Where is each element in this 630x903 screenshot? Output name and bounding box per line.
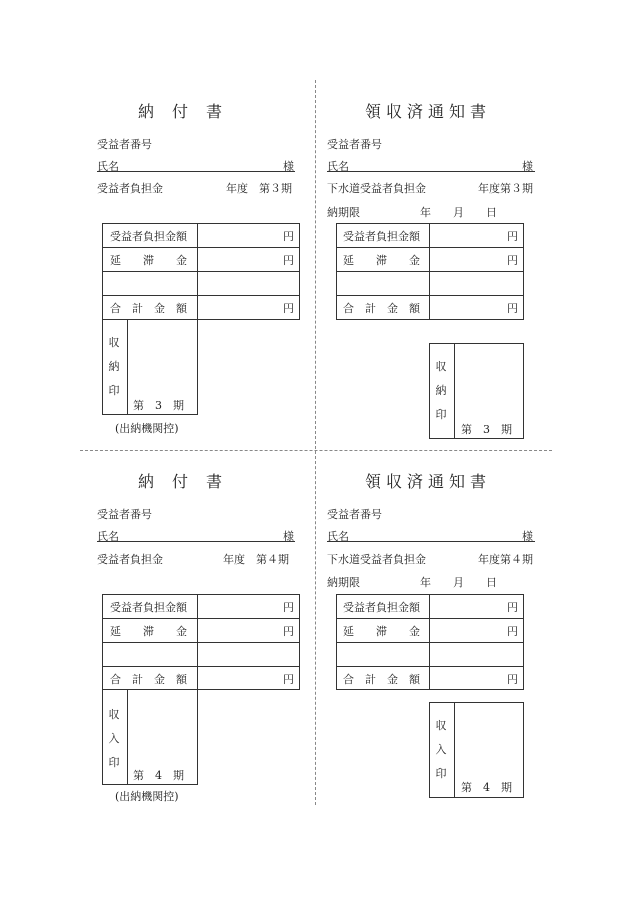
stamp-box-divider (454, 343, 455, 439)
total-label: 合 計 金 額 (343, 302, 420, 315)
horizontal-cut-line (80, 450, 552, 451)
stamp-label: 収入印 (435, 719, 447, 780)
period-label: 第 3 期 (133, 399, 184, 412)
amount-table-rule (336, 295, 524, 296)
beneficiary-number-label: 受益者番号 (327, 138, 382, 151)
name-label: 氏名 (97, 530, 119, 543)
amount-table-rule (102, 271, 300, 272)
stamp-box-divider (127, 689, 128, 785)
total-label: 合 計 金 額 (343, 673, 420, 686)
amount-table-rule (336, 642, 524, 643)
stamp-box-divider (454, 702, 455, 798)
total-unit: 円 (283, 673, 294, 686)
period-label: 第 4 期 (461, 781, 512, 794)
honorific-label: 様 (522, 530, 533, 543)
amount-table-rule (336, 618, 524, 619)
copy-note: (出納機関控) (115, 790, 179, 803)
name-label: 氏名 (327, 530, 349, 543)
stamp-box-divider (127, 319, 128, 415)
total-unit: 円 (507, 673, 518, 686)
amount-table-rule (336, 666, 524, 667)
due-date-label: 納期限 (327, 206, 360, 219)
vertical-cut-line (315, 80, 316, 805)
name-underline (327, 541, 535, 542)
late-fee-label: 延 滞 金 (110, 625, 187, 638)
amount-label: 受益者負担金額 (110, 601, 187, 614)
name-label: 氏名 (97, 160, 119, 173)
honorific-label: 様 (283, 160, 294, 173)
charge-label: 受益者負担金 (97, 553, 163, 566)
due-date-fields: 年 月 日 (420, 206, 497, 219)
receipt-notice-title: 領収済通知書 (365, 102, 492, 121)
beneficiary-number-label: 受益者番号 (97, 508, 152, 521)
stamp-label: 収入印 (108, 708, 120, 769)
late-fee-unit: 円 (283, 625, 294, 638)
due-date-fields: 年 月 日 (420, 576, 497, 589)
payment-slip-title: 納 付 書 (138, 472, 224, 491)
beneficiary-number-label: 受益者番号 (97, 138, 152, 151)
total-label: 合 計 金 額 (110, 302, 187, 315)
period-label: 第 3 期 (461, 423, 512, 436)
amount-table-rule (102, 618, 300, 619)
beneficiary-number-label: 受益者番号 (327, 508, 382, 521)
charge-label: 下水道受益者負担金 (327, 182, 426, 195)
name-label: 氏名 (327, 160, 349, 173)
honorific-label: 様 (283, 530, 294, 543)
honorific-label: 様 (522, 160, 533, 173)
stamp-label: 収納印 (108, 336, 120, 397)
total-unit: 円 (283, 302, 294, 315)
late-fee-label: 延 滞 金 (343, 625, 420, 638)
amount-table-rule (102, 666, 300, 667)
amount-label: 受益者負担金額 (110, 230, 187, 243)
amount-label: 受益者負担金額 (343, 601, 420, 614)
total-label: 合 計 金 額 (110, 673, 187, 686)
year-period-label: 年度第４期 (478, 553, 533, 566)
year-period-label: 年度 第３期 (226, 182, 292, 195)
receipt-notice-title: 領収済通知書 (365, 472, 492, 491)
late-fee-unit: 円 (507, 625, 518, 638)
amount-unit: 円 (283, 230, 294, 243)
stamp-label: 収納印 (435, 360, 447, 421)
year-period-label: 年度第３期 (478, 182, 533, 195)
name-underline (327, 171, 535, 172)
payment-slip-title: 納 付 書 (138, 102, 224, 121)
amount-table-rule (336, 271, 524, 272)
late-fee-unit: 円 (507, 254, 518, 267)
period-label: 第 4 期 (133, 769, 184, 782)
amount-table-rule (336, 247, 524, 248)
late-fee-unit: 円 (283, 254, 294, 267)
amount-table-rule (102, 247, 300, 248)
amount-unit: 円 (283, 601, 294, 614)
name-underline (97, 171, 295, 172)
amount-table-rule (102, 642, 300, 643)
late-fee-label: 延 滞 金 (343, 254, 420, 267)
amount-table-rule (102, 295, 300, 296)
total-unit: 円 (507, 302, 518, 315)
due-date-label: 納期限 (327, 576, 360, 589)
charge-label: 受益者負担金 (97, 182, 163, 195)
amount-unit: 円 (507, 601, 518, 614)
amount-unit: 円 (507, 230, 518, 243)
name-underline (97, 541, 295, 542)
year-period-label: 年度 第４期 (223, 553, 289, 566)
copy-note: (出納機関控) (115, 422, 179, 435)
late-fee-label: 延 滞 金 (110, 254, 187, 267)
amount-label: 受益者負担金額 (343, 230, 420, 243)
charge-label: 下水道受益者負担金 (327, 553, 426, 566)
